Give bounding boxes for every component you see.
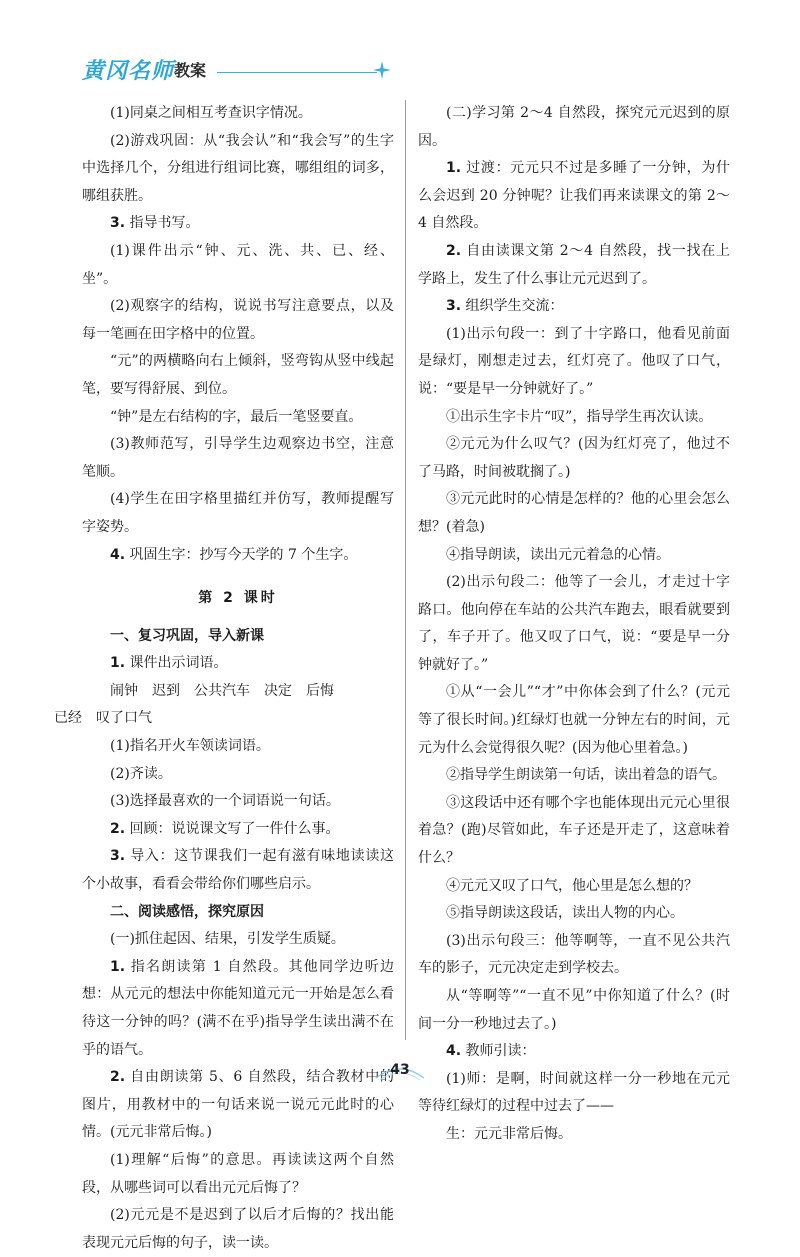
paragraph (418, 155, 730, 238)
paragraph-text: (一)抓住起因、结果，引发学生质疑。 (110, 931, 345, 948)
paragraph-text: 从“等啊等”“一直不见”中你知道了什么？(时间一分一秒地过去了。) (418, 988, 730, 1032)
paragraph (418, 873, 730, 901)
header-subtitle: 教案 (174, 61, 207, 80)
section-heading: 二、阅读感悟，探究原因 (110, 903, 264, 920)
left-column (54, 100, 395, 1257)
brand-logo: 黄冈名师 (82, 59, 175, 84)
paragraph (82, 843, 394, 898)
paragraph (418, 404, 730, 432)
paragraph (418, 321, 730, 404)
paragraph-text: (2)出示句段二：他等了一会儿，才走过十字路口。他向停在车站的公共汽车跑去，眼看就要到了，车子开了。他又叹了口气，说：“要是早一分钟就好了。” (418, 574, 730, 673)
paragraph-text: ①从“一会儿”“才”中你体会到了什么？(元元等了很长时间。)红绿灯也就一分钟左右的时间，元元为什么会觉得很久呢？(因为他心里着急。) (418, 684, 730, 756)
paragraph (418, 900, 730, 928)
paragraph-text: (3)出示句段三：他等啊等，一直不见公共汽车的影子，元元决定走到学校去。 (418, 932, 730, 977)
paragraph (82, 293, 394, 348)
header-rule (217, 72, 377, 73)
paragraph-text: (1)理解“后悔”的意思。再读读这两个自然段，从哪些词可以看出元元后悔了？ (82, 1151, 394, 1196)
paragraph (418, 238, 730, 293)
paragraph (82, 816, 394, 844)
step-number: 4. (110, 546, 126, 563)
vocabulary-word: 后悔 (306, 682, 334, 699)
vocabulary-word: 决定 (264, 682, 292, 699)
paragraph-text: 课件出示词语。 (129, 655, 228, 672)
paragraph-text: (2)游戏巩固：从“我会认”和“我会写”的生字中选择几个，分组进行组词比赛，哪组组的词多，哪组获胜。 (82, 132, 394, 204)
step-number: 1. (110, 655, 126, 672)
vocabulary-word: 闹钟 (110, 682, 138, 699)
step-number: 2. (110, 820, 126, 837)
paragraph-text: (3)选择最喜欢的一个词语说一句话。 (110, 793, 340, 810)
paragraph (418, 790, 730, 873)
paragraph (418, 679, 730, 762)
paragraph (418, 928, 730, 983)
right-column (418, 100, 730, 1149)
vocabulary-list (54, 678, 394, 733)
paragraph (82, 1202, 394, 1257)
paragraph-text: (1)出示句段一：到了十字路口，他看见前面是绿灯，刚想走过去，红灯亮了。他叹了口气，说：“要是早一分钟就好了。” (418, 325, 730, 397)
vocabulary-word: 已经 叹了口气 (54, 710, 152, 727)
paragraph-text: 生：元元非常后悔。 (446, 1125, 572, 1142)
paragraph (82, 404, 394, 432)
paragraph-text: ②元元为什么叹气？(因为红灯亮了，他过不了马路，时间被耽搁了。) (418, 436, 730, 480)
paragraph-text: (2)元元是不是迟到了以后才后悔的？找出能表现元元后悔的句子，读一读。 (82, 1207, 394, 1251)
paragraph-text: (2)齐读。 (110, 765, 172, 782)
paragraph (418, 486, 730, 541)
paragraph-text: (4)学生在田字格里描红并仿写，教师提醒写字姿势。 (82, 491, 394, 535)
paragraph-text: 自由读课文第 2～4 自然段，找一找在上学路上，发生了什么事让元元迟到了。 (418, 242, 731, 287)
paragraph-text: (1)指名开火车领读词语。 (110, 738, 270, 755)
paragraph-text: ①出示生字卡片“叹”，指导学生再次认读。 (446, 408, 713, 425)
paragraph (82, 926, 394, 954)
paragraph (82, 650, 394, 678)
paragraph-text: 教师引读： (465, 1043, 536, 1060)
step-number: 3. (446, 298, 462, 315)
paragraph (418, 983, 730, 1038)
step-number: 1. (446, 160, 462, 177)
paragraph-text: 指名朗读第 1 自然段。其他同学边听边想：从元元的想法中你能知道元元一开始是怎么看待这一分钟的吗？(满不在乎)指导学生读出满不在乎的语气。 (82, 958, 395, 1058)
paragraph-text: ③这段话中还有哪个字也能体现出元元心里很着急？(跑)尽管如此，车子还是开走了，这意味着什么？ (418, 794, 730, 867)
paragraph-text: “钟”是左右结构的字，最后一笔竖要直。 (110, 408, 363, 425)
paragraph (82, 1147, 394, 1202)
paragraph (418, 762, 730, 790)
paragraph (82, 210, 394, 238)
paragraph (418, 100, 730, 155)
page-header (82, 54, 402, 88)
vocabulary-word: 公共汽车 (194, 682, 250, 699)
paragraph (82, 238, 394, 293)
paragraph (418, 431, 730, 486)
paragraph (82, 542, 394, 570)
paragraph-text: ③元元此时的心情是怎样的？他的心里会怎么想？(着急) (418, 491, 730, 535)
step-number: 1. (110, 958, 126, 975)
paragraph (82, 431, 394, 486)
step-number: 3. (110, 848, 126, 865)
paragraph-text: 组织学生交流： (465, 298, 564, 315)
paragraph (418, 1121, 730, 1149)
step-number: 2. (446, 242, 462, 259)
column-divider (405, 100, 406, 1040)
vocabulary-word: 迟到 (152, 682, 180, 699)
paragraph (418, 569, 730, 679)
paragraph (82, 761, 394, 789)
paragraph (82, 954, 394, 1064)
page-number: 43 (390, 1062, 410, 1078)
paragraph (82, 100, 394, 128)
paragraph-text: 过渡：元元只不过是多睡了一分钟，为什么会迟到 20 分钟呢？让我们再来读课文的第 2～4 自然段。 (418, 160, 731, 232)
paragraph-text: ④指导朗读，读出元元着急的心情。 (446, 546, 670, 563)
step-number: 3. (110, 215, 126, 232)
paragraph-text: 导入：这节课我们一起有滋有味地读读这个小故事，看看会带给你们哪些启示。 (82, 848, 395, 893)
paragraph (82, 486, 394, 541)
paragraph-text: (二)学习第 2～4 自然段，探究元元迟到的原因。 (418, 105, 730, 149)
paragraph-text: ④元元又叹了口气，他心里是怎么想的？ (446, 877, 698, 894)
paragraph (82, 128, 394, 211)
paragraph-text: 回顾：说说课文写了一件什么事。 (129, 820, 340, 837)
step-number: 4. (446, 1043, 462, 1060)
sparkle-icon (372, 60, 392, 80)
paragraph-text: ②指导学生朗读第一句话，读出着急的语气。 (446, 767, 726, 784)
paragraph (82, 788, 394, 816)
paragraph-text: (1)同桌之间相互考查识字情况。 (110, 105, 312, 121)
paragraph (418, 293, 730, 321)
paragraph-text: 自由朗读第 5、6 自然段，结合教材中的图片，用教材中的一句话来说一说元元此时的心情。(元元非常后悔。) (82, 1069, 395, 1141)
paragraph-text: (3)教师范写，引导学生边观察边书空，注意笔顺。 (82, 436, 394, 480)
paragraph-text: “元”的两横略向右上倾斜，竖弯钩从竖中线起笔，要写得舒展、到位。 (82, 353, 394, 397)
paragraph-text: 指导书写。 (129, 215, 200, 232)
paragraph (82, 733, 394, 761)
paragraph-text: (1)师：是啊，时间就这样一分一秒地在元元等待红绿灯的过程中过去了—— (418, 1070, 730, 1115)
paragraph-text: (1)课件出示“钟、元、洗、共、已、经、坐”。 (82, 242, 394, 287)
step-number: 2. (110, 1069, 126, 1086)
paragraph (82, 348, 394, 403)
paragraph-text: ⑤指导朗读这段话，读出人物的内心。 (446, 905, 684, 922)
lesson-title: 第 2 课时 (198, 590, 278, 607)
paragraph (418, 542, 730, 570)
section-heading: 一、复习巩固，导入新课 (110, 627, 264, 644)
paragraph-text: 巩固生字：抄写今天学的 7 个生字。 (129, 546, 358, 563)
paragraph-text: (2)观察字的结构，说说书写注意要点，以及每一笔画在田字格中的位置。 (82, 298, 394, 342)
